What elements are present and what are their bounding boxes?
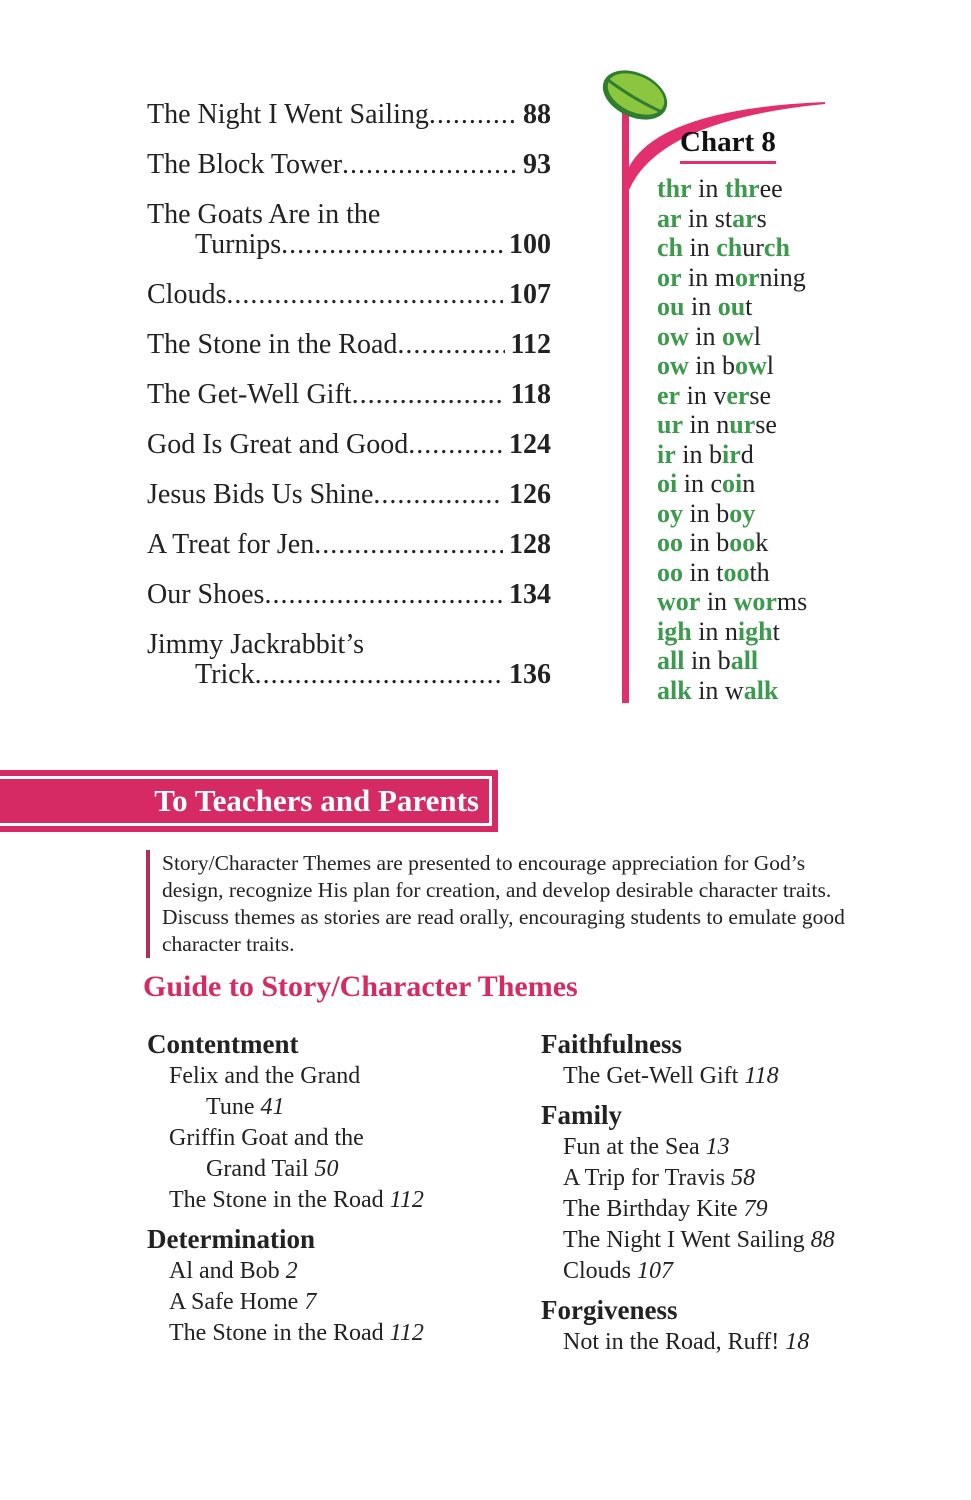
theme-story	[541, 1256, 835, 1287]
chart-line	[657, 646, 807, 676]
theme-story	[541, 1327, 835, 1358]
toc-page: 88	[523, 99, 551, 130]
phonogram: or	[657, 262, 682, 292]
phonogram: ar	[657, 203, 682, 233]
guide-title: Guide to Story/Character Themes	[143, 970, 578, 1003]
toc-title: Turnips	[195, 229, 282, 260]
toc-entry	[147, 100, 551, 130]
toc-page: 136	[509, 659, 551, 690]
phonogram: er	[726, 380, 750, 410]
phonogram: oo	[657, 557, 683, 587]
story-title: The Night I Went Sailing	[563, 1227, 805, 1253]
story-title: Griffin Goat and the	[169, 1125, 364, 1151]
word-part: in b	[675, 439, 722, 469]
chart-line	[657, 499, 807, 529]
phonogram: ch	[763, 233, 790, 262]
toc-title: Our Shoes	[147, 579, 265, 610]
phonogram: ow	[735, 351, 767, 380]
word-part: in t	[683, 557, 724, 587]
theme-story	[541, 1225, 835, 1256]
phonogram: alk	[743, 675, 779, 705]
story-page: 18	[785, 1329, 810, 1355]
phonogram: ir	[657, 439, 676, 469]
chart-title: Chart 8	[680, 126, 776, 164]
phonogram: ir	[722, 439, 741, 469]
phonogram: thr	[657, 174, 692, 203]
theme-story	[147, 1061, 424, 1092]
toc-page: 134	[509, 579, 551, 610]
section-banner	[0, 770, 498, 832]
toc-entry	[147, 380, 551, 410]
story-page: 79	[743, 1196, 768, 1222]
story-title: Fun at the Sea	[563, 1134, 700, 1160]
story-title: The Stone in the Road	[169, 1320, 384, 1346]
themes-right-column	[541, 1027, 835, 1364]
phonics-chart	[600, 70, 840, 710]
phonogram: ch	[716, 233, 743, 262]
toc-page: 126	[509, 479, 551, 510]
toc-entry	[147, 150, 551, 180]
word-part: l	[753, 321, 762, 351]
chart-line	[657, 381, 807, 411]
phonogram: ow	[657, 321, 689, 351]
chart-line	[657, 263, 807, 293]
chart-line	[657, 676, 807, 706]
story-title: Tune	[206, 1094, 255, 1120]
chart-line	[657, 617, 807, 647]
theme-story	[147, 1123, 424, 1154]
toc-title: The Stone in the Road	[147, 329, 398, 360]
chart-line	[657, 558, 807, 588]
story-page: 118	[744, 1063, 779, 1089]
word-part: in b	[683, 528, 730, 557]
leaf-icon	[600, 70, 675, 129]
story-title: The Birthday Kite	[563, 1196, 738, 1222]
word-part: d	[740, 439, 754, 469]
word-part: ms	[776, 587, 808, 616]
word-part: ning	[759, 262, 806, 292]
word-part: t	[772, 616, 780, 646]
story-page: 50	[314, 1156, 339, 1182]
toc-page: 118	[510, 379, 551, 410]
word-part: in	[688, 321, 723, 351]
toc-entry	[147, 580, 551, 610]
phonogram: ou	[717, 292, 746, 321]
phonogram: wor	[657, 587, 701, 616]
word-part: s	[756, 203, 767, 233]
word-part: in b	[688, 351, 736, 380]
dot-leader	[264, 580, 503, 610]
phonogram: ow	[657, 351, 689, 380]
toc-title: Trick	[195, 659, 255, 690]
dot-leader	[397, 330, 504, 360]
word-part: ee	[759, 174, 783, 203]
story-title: Clouds	[563, 1258, 632, 1284]
toc-line	[147, 280, 551, 310]
word-part: in c	[677, 469, 722, 498]
dot-leader	[342, 150, 517, 180]
theme-story	[147, 1092, 424, 1123]
dot-leader	[408, 430, 503, 460]
toc-line	[147, 580, 551, 610]
word-part: ur	[742, 233, 764, 262]
phonogram: all	[657, 646, 685, 675]
toc-title: A Treat for Jen	[147, 529, 315, 560]
table-of-contents	[147, 100, 551, 710]
word-part: in n	[683, 410, 730, 439]
theme-heading: Faithfulness	[541, 1029, 683, 1059]
dot-leader	[429, 100, 517, 130]
word-part: k	[755, 528, 769, 557]
story-title: Felix and the Grand	[169, 1063, 361, 1089]
chart-line	[657, 410, 807, 440]
word-part: n	[742, 469, 756, 498]
story-title: A Safe Home	[169, 1289, 299, 1315]
toc-line	[147, 100, 551, 130]
toc-page: 128	[509, 529, 551, 560]
toc-entry	[147, 630, 551, 690]
story-page: 112	[389, 1320, 424, 1346]
toc-entry	[147, 280, 551, 310]
theme-story	[147, 1287, 424, 1318]
toc-line	[147, 230, 551, 260]
phonogram: wor	[733, 587, 777, 616]
toc-line	[147, 530, 551, 560]
chart-line	[657, 440, 807, 470]
word-part: se	[755, 410, 777, 439]
phonogram: alk	[657, 675, 692, 705]
toc-page: 100	[509, 229, 551, 260]
story-page: 88	[810, 1227, 835, 1253]
phonogram: oy	[729, 498, 756, 528]
theme-story	[147, 1256, 424, 1287]
chart-line	[657, 292, 807, 322]
story-title: Grand Tail	[206, 1156, 309, 1182]
toc-page: 93	[523, 149, 551, 180]
phonogram: igh	[737, 616, 773, 646]
toc-title: Clouds	[147, 279, 227, 310]
chart-line	[657, 204, 807, 234]
word-part: se	[749, 380, 772, 410]
chart-line	[657, 587, 807, 617]
phonogram: all	[730, 646, 759, 675]
phonogram: oi	[722, 469, 743, 498]
phonogram: er	[657, 380, 681, 410]
toc-entry	[147, 530, 551, 560]
toc-title: The Goats Are in the	[147, 199, 381, 230]
toc-entry	[147, 480, 551, 510]
word-part: in v	[680, 380, 727, 410]
dot-leader	[281, 230, 503, 260]
story-title: A Trip for Travis	[563, 1165, 726, 1191]
chart-line	[657, 351, 807, 381]
toc-title: The Block Tower	[147, 149, 343, 180]
phonogram: oo	[729, 528, 756, 557]
toc-line	[147, 150, 551, 180]
word-part: l	[766, 351, 775, 380]
theme-story	[147, 1185, 424, 1216]
phonogram: oo	[723, 557, 750, 587]
toc-line	[147, 630, 551, 660]
chart-lines	[657, 174, 807, 705]
toc-title: Jimmy Jackrabbit’s	[147, 629, 364, 660]
story-page: 7	[304, 1289, 317, 1315]
word-part: in	[700, 587, 734, 616]
dot-leader	[373, 480, 503, 510]
story-title: Al and Bob	[169, 1258, 280, 1284]
word-part: in w	[691, 675, 744, 705]
phonogram: ou	[657, 292, 685, 321]
chart-line	[657, 469, 807, 499]
chart-line	[657, 528, 807, 558]
word-part: in n	[691, 616, 738, 646]
banner-title: To Teachers and Parents	[154, 783, 479, 818]
story-page: 107	[637, 1258, 674, 1284]
story-page: 2	[285, 1258, 298, 1284]
theme-heading: Determination	[147, 1224, 315, 1254]
chart-border-bar	[622, 105, 629, 703]
theme-heading: Contentment	[147, 1029, 299, 1059]
theme-heading: Family	[541, 1100, 622, 1130]
theme-spacer	[147, 1349, 424, 1355]
phonogram: oy	[657, 498, 683, 528]
dot-leader	[314, 530, 503, 560]
story-page: 58	[731, 1165, 756, 1191]
phonogram: ur	[729, 410, 756, 439]
chart-line	[657, 233, 807, 263]
phonogram: ur	[657, 410, 683, 439]
phonogram: oo	[657, 528, 683, 557]
chart-line	[657, 322, 807, 352]
dot-leader	[226, 280, 503, 310]
theme-story	[147, 1318, 424, 1349]
toc-line	[147, 330, 551, 360]
toc-line	[147, 480, 551, 510]
story-title: The Stone in the Road	[169, 1187, 384, 1213]
themes-left-column	[147, 1027, 424, 1355]
phonogram: igh	[657, 616, 692, 646]
chart-line	[657, 174, 807, 204]
word-part: in b	[684, 646, 731, 675]
toc-title: The Night I Went Sailing	[147, 99, 429, 130]
theme-heading: Forgiveness	[541, 1295, 678, 1325]
word-part: in st	[681, 203, 733, 233]
toc-title: Jesus Bids Us Shine	[147, 479, 374, 510]
toc-entry	[147, 430, 551, 460]
toc-entry	[147, 200, 551, 260]
theme-story	[541, 1194, 835, 1225]
word-part: in b	[683, 498, 730, 528]
dot-leader	[352, 380, 505, 410]
toc-page: 107	[509, 279, 551, 310]
theme-spacer	[541, 1358, 835, 1364]
story-page: 112	[389, 1187, 424, 1213]
toc-line	[147, 200, 551, 230]
toc-page: 124	[509, 429, 551, 460]
toc-line	[147, 660, 551, 690]
story-title: The Get-Well Gift	[563, 1063, 739, 1089]
theme-story	[147, 1154, 424, 1185]
dot-leader	[255, 660, 503, 690]
toc-page: 112	[510, 329, 551, 360]
word-part: in	[691, 174, 725, 203]
story-page: 13	[705, 1134, 730, 1160]
toc-line	[147, 430, 551, 460]
toc-title: The Get-Well Gift	[147, 379, 352, 410]
phonogram: ow	[722, 321, 754, 351]
phonogram: ar	[732, 203, 757, 233]
story-page: 41	[260, 1094, 285, 1120]
word-part: in	[683, 233, 717, 262]
theme-story	[541, 1061, 835, 1092]
toc-title: God Is Great and Good	[147, 429, 409, 460]
phonogram: ch	[657, 233, 683, 262]
phonogram: oi	[657, 469, 678, 498]
phonogram: thr	[724, 174, 760, 203]
intro-paragraph: Story/Character Themes are presented to encourage appreciation for God’s design, recognize His plan for creation, and develop desirable character traits. Discuss themes as stories are read orally, encouraging students to emulate good character traits.	[146, 850, 862, 958]
toc-line	[147, 380, 551, 410]
word-part: t	[745, 292, 753, 321]
theme-story	[541, 1132, 835, 1163]
toc-entry	[147, 330, 551, 360]
word-part: th	[749, 557, 770, 587]
theme-story	[541, 1163, 835, 1194]
word-part: in	[684, 292, 718, 321]
phonogram: or	[735, 262, 760, 292]
story-title: Not in the Road, Ruff!	[563, 1329, 780, 1355]
word-part: in m	[681, 262, 735, 292]
